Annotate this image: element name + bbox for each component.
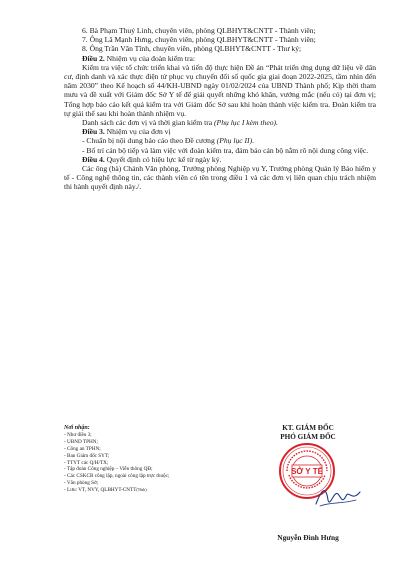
- article-2-schedule: [64, 118, 376, 127]
- recipient-item: - Ban Giám đốc SYT;: [64, 452, 110, 459]
- article-3-item-text: - Chuẩn bị nội dung báo cáo theo Đề cương: [82, 136, 217, 146]
- recipient-item: - Như điều 3;: [64, 431, 92, 438]
- recipient-item: - Công an TPHN;: [64, 445, 101, 452]
- outline-appendix-ref: (Phụ lục II): [216, 136, 253, 146]
- schedule-appendix-ref: (Phụ lục I kèm theo).: [214, 118, 278, 128]
- seal-and-signature: [256, 442, 366, 530]
- article-3-heading: [64, 127, 376, 136]
- signer-position: PHÓ GIÁM ĐỐC: [280, 432, 336, 441]
- article-3-label: Điều 3.: [82, 127, 105, 137]
- recipient-archive-suffix: (Tĩnh).: [136, 487, 148, 493]
- member-item: 7. Ông Lã Mạnh Hưng, chuyên viên, phòng QLBHYT&CNTT - Thành viên;: [82, 35, 316, 45]
- recipient-item: - Các CSKCB công lập, ngoài công lập trực thuộc;: [64, 473, 170, 480]
- article-3-item-end: .: [252, 136, 254, 146]
- recipient-item: [64, 487, 244, 494]
- article-3-item: - Bố trí cán bộ tiếp và làm việc với đoàn kiểm tra, đảm bảo cán bộ nắm rõ nội dung công việc.: [82, 145, 369, 155]
- article-3-item: [64, 136, 376, 145]
- recipients-heading: Nơi nhận:: [64, 425, 90, 431]
- article-3-title: Nhiệm vụ của đơn vị: [104, 127, 171, 137]
- article-4-label: Điều 4.: [82, 154, 105, 164]
- schedule-text: Danh sách các đơn vị và thời gian kiểm tra: [82, 118, 215, 128]
- member-item: 8. Ông Trần Văn Tĩnh, chuyên viên, phòng QLBHYT&CNTT - Thư ký;: [82, 44, 302, 54]
- article-2-title: Nhiệm vụ của đoàn kiểm tra:: [104, 53, 196, 63]
- signature-block: [238, 424, 378, 542]
- recipient-item: - Tập đoàn Công nghiệp – Viễn thông QĐ;: [64, 466, 153, 473]
- member-item: 6. Bà Phạm Thuý Linh, chuyên viên, phòng QLBHYT&CNTT - Thành viên;: [82, 26, 316, 35]
- seal-center-text: SỞ Y TẾ: [291, 467, 323, 476]
- article-4-heading: [64, 155, 376, 164]
- recipients-list: [64, 425, 244, 494]
- recipient-item: - UBND TPHN;: [64, 438, 98, 445]
- article-2-body: Kiểm tra việc tổ chức triển khai và tiến độ thực hiện Đề án “Phát triển ứng dụng dữ liệu về dân cư, định danh và xác thực điện tử phục vụ chuyển đổi số quốc gia giai đoạn 2022-2025, tầm nhìn đến năm 2030” theo Kế hoạch số 44/KH-UBND ngày 01/02/2024 của UBND Thành phố; Kịp thời tham mưu và đề xuất với Giám đốc Sở Y tế để giải quyết những khó khăn, vướng mắc (nếu có) tại đơn vị; Tổng hợp báo cáo kết quả kiểm tra với Giám đốc Sở sau khi hoàn thành việc kiểm tra. Đoàn kiểm tra tự giải thể sau khi hoàn thành nhiệm vụ.: [64, 62, 376, 118]
- handwritten-signature-icon: [314, 482, 362, 512]
- recipient-archive: - Lưu: VT, NVY, QLBHYT-CNTT: [64, 487, 137, 494]
- article-4-title: Quyết định có hiệu lực kể từ ngày ký.: [104, 154, 222, 164]
- decision-body: [64, 26, 376, 192]
- recipient-item: - TTYT các Q/H/TX;: [64, 459, 109, 466]
- article-4-body: Các ông (bà) Chánh Văn phòng, Trưởng phòng Nghiệp vụ Y, Trưởng phòng Quản lý Bảo hiểm y tế - Công nghệ thông tin, các thành viên có tên trong điều 1 và các đơn vị liên quan chịu trách nhiệm thi hành quyết định này./.: [64, 164, 376, 192]
- signer-title: KT. GIÁM ĐỐC: [282, 424, 334, 432]
- signer-name: Nguyễn Đình Hưng: [277, 533, 339, 542]
- article-2-heading: [64, 54, 376, 63]
- article-2-label: Điều 2.: [82, 53, 105, 63]
- recipient-item: - Văn phòng Sở;: [64, 480, 99, 487]
